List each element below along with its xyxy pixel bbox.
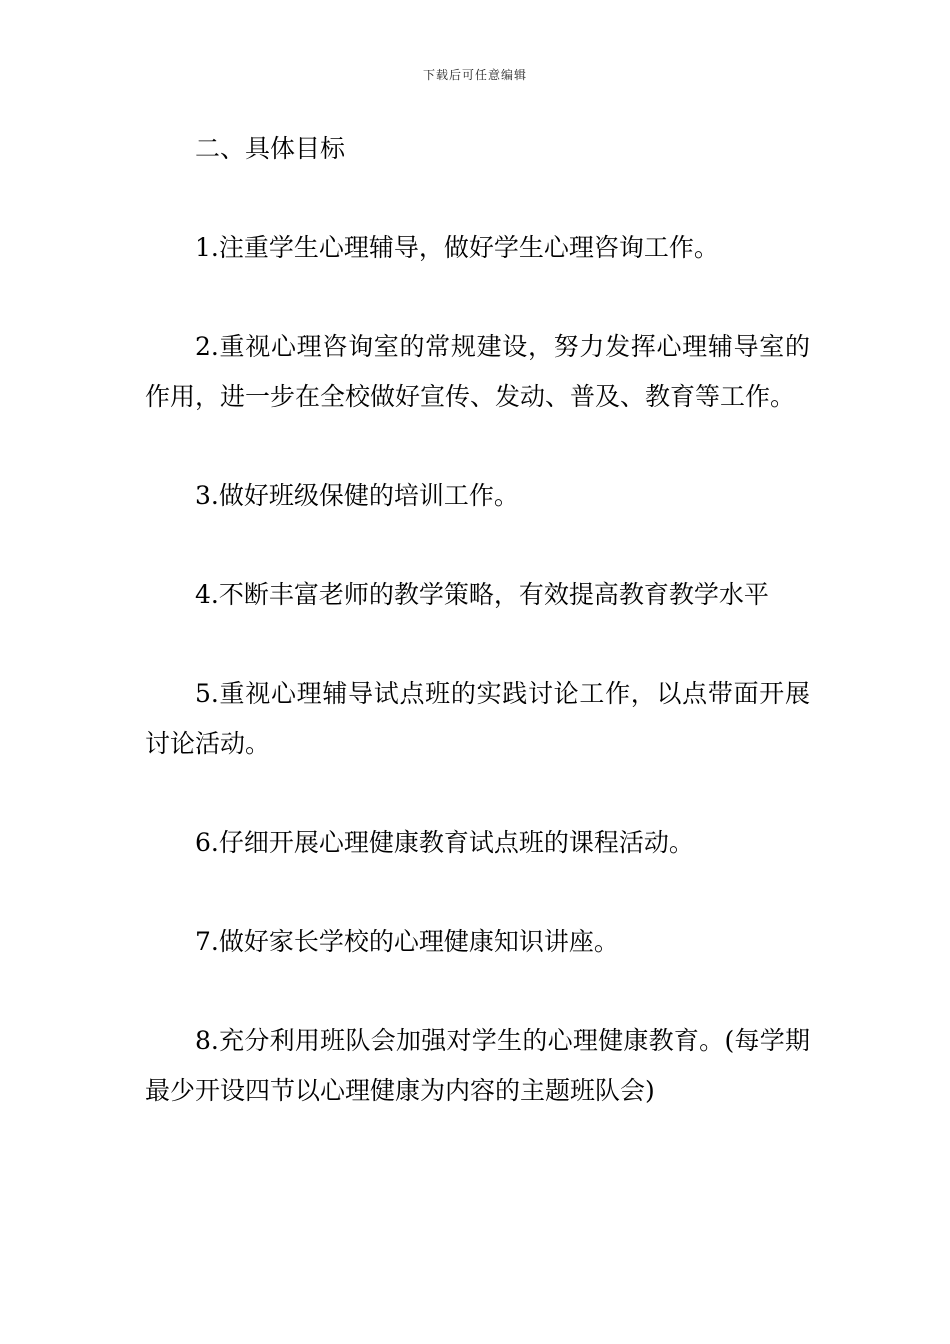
goal-item-7: 7.做好家长学校的心理健康知识讲座。 [195, 927, 619, 956]
goal-item-2: 2.重视心理咨询室的常规建设，努力发挥心理辅导室的作用，进一步在全校做好宣传、发动、普及、教育等工作。 [145, 332, 810, 411]
goal-item-1: 1.注重学生心理辅导，做好学生心理咨询工作。 [195, 233, 719, 262]
goal-item-8: 8.充分利用班队会加强对学生的心理健康教育。(每学期最少开设四节以心理健康为内容的主题班队会) [145, 1026, 810, 1105]
header-note: 下载后可任意编辑 [422, 68, 527, 82]
goal-item-4: 4.不断丰富老师的教学策略，有效提高教育教学水平 [195, 580, 769, 609]
goal-item-5: 5.重视心理辅导试点班的实践讨论工作，以点带面开展讨论活动。 [145, 679, 810, 758]
goal-item-3: 3.做好班级保健的培训工作。 [195, 481, 519, 510]
section-heading: 二、具体目标 [195, 134, 346, 163]
goal-item-6: 6.仔细开展心理健康教育试点班的课程活动。 [195, 828, 694, 857]
document-body [145, 124, 810, 1165]
